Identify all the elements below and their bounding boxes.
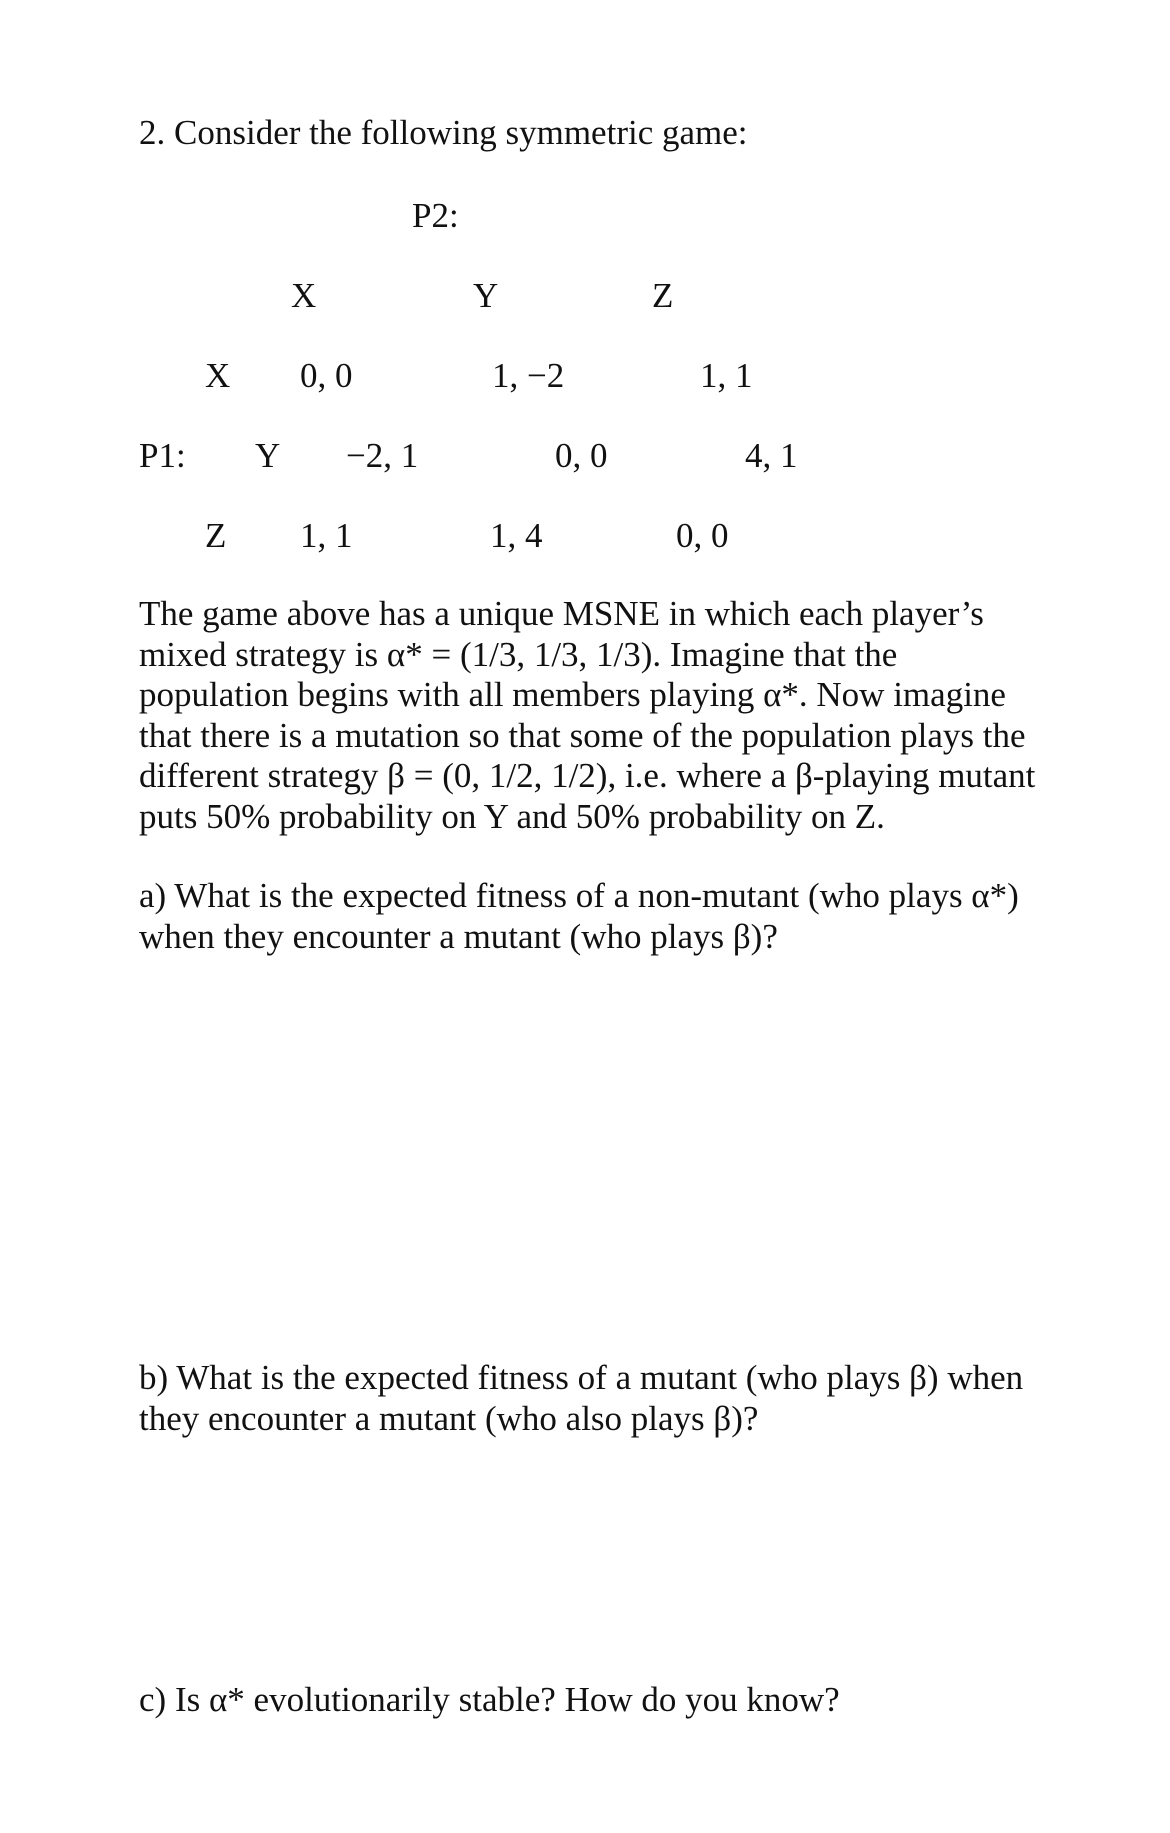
payoff-cell: 0, 0 <box>300 356 353 395</box>
intro-line: puts 50% probability on Y and 50% probability on Z. <box>139 796 885 836</box>
intro-line: population begins with all members playing α*. Now imagine <box>139 675 1006 714</box>
question-heading: 2. Consider the following symmetric game: <box>139 113 748 152</box>
part-a-question <box>139 876 1039 957</box>
col-header-z: Z <box>652 276 674 315</box>
p2-label: P2: <box>412 196 459 235</box>
payoff-cell: −2, 1 <box>346 436 419 475</box>
payoff-cell: 0, 0 <box>555 436 608 475</box>
payoff-cell: 4, 1 <box>745 436 798 475</box>
payoff-cell: 1, 4 <box>490 516 543 555</box>
intro-paragraph <box>139 594 1039 837</box>
p1-label: P1: <box>139 436 186 475</box>
part-a-line: a) What is the expected fitness of a non-mutant (who plays α*) <box>139 876 1019 915</box>
intro-line: mixed strategy is α* = (1/3, 1/3, 1/3). Imagine that the <box>139 634 898 674</box>
intro-line: The game above has a unique MSNE in which each player’s <box>139 594 984 633</box>
payoff-cell: 1, −2 <box>492 356 565 395</box>
part-b-line: b) What is the expected fitness of a mutant (who plays β) when <box>139 1358 1024 1397</box>
payoff-cell: 1, 1 <box>300 516 353 555</box>
intro-line: that there is a mutation so that some of the population plays the <box>139 715 1026 755</box>
part-a-line: when they encounter a mutant (who plays β)? <box>139 916 778 956</box>
intro-line: different strategy β = (0, 1/2, 1/2), i.e. where a β-playing mutant <box>139 756 1036 795</box>
part-b-line: they encounter a mutant (who also plays β)? <box>139 1398 759 1438</box>
col-header-y: Y <box>473 276 499 315</box>
part-c-line: c) Is α* evolutionarily stable? How do you know? <box>139 1680 840 1719</box>
payoff-cell: 0, 0 <box>676 516 729 555</box>
payoff-cell: 1, 1 <box>700 356 753 395</box>
part-c-question <box>139 1680 1039 1721</box>
row-header-x: X <box>205 356 231 395</box>
row-header-y: Y <box>255 436 281 475</box>
row-header-z: Z <box>205 516 227 555</box>
col-header-x: X <box>291 276 317 315</box>
part-b-question <box>139 1358 1039 1439</box>
